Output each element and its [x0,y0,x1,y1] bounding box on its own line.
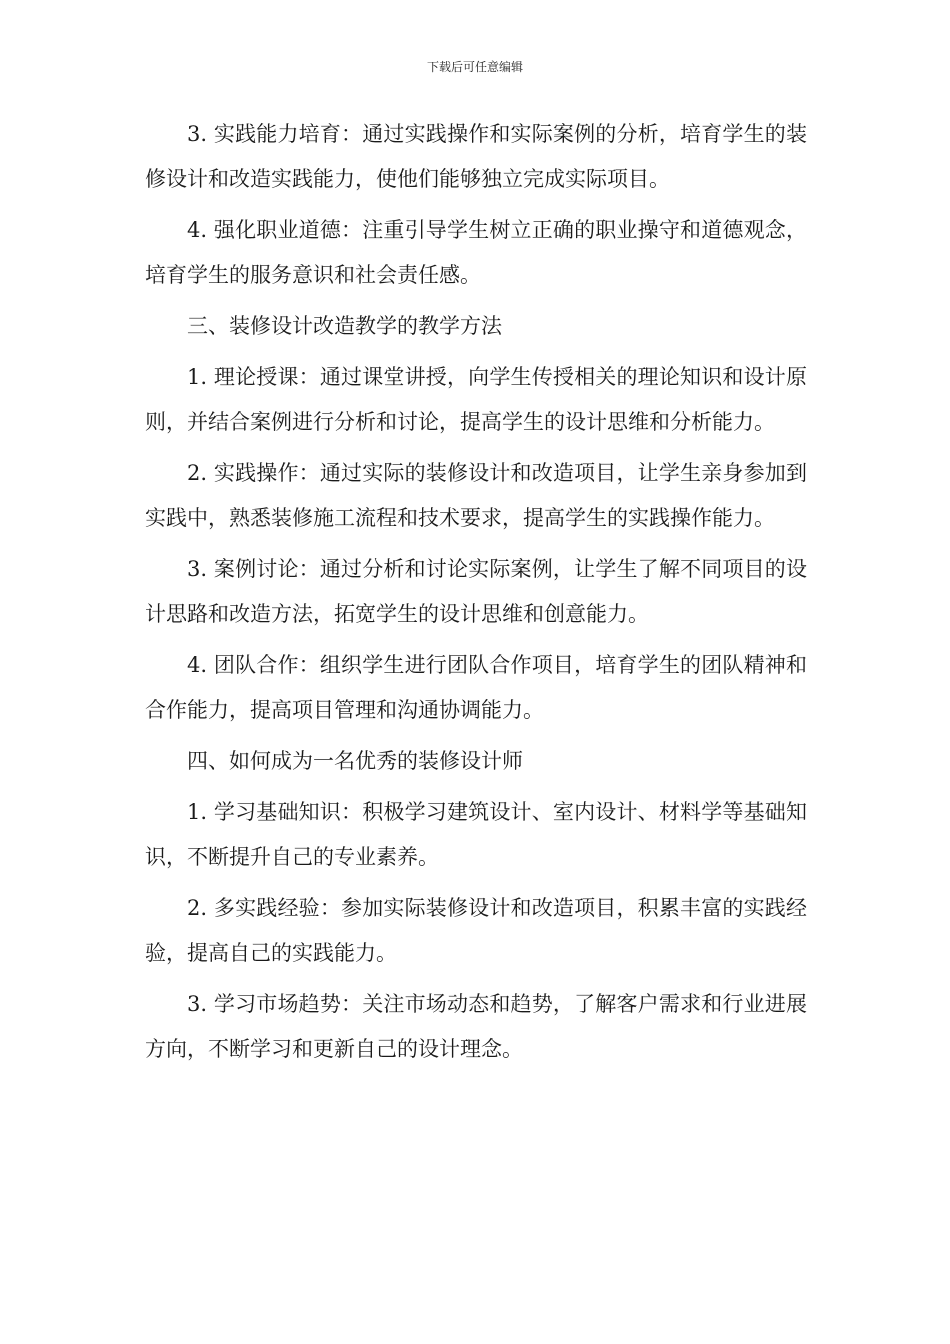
document-body [145,112,807,1078]
section-heading-become-designer: 四、如何成为一名优秀的装修设计师 [187,749,523,773]
paragraph-practice-experience: 2. 多实践经验：参加实际装修设计和改造项目，积累丰富的实践经验，提高自己的实践能力。 [145,896,807,965]
paragraph-basic-knowledge: 1. 学习基础知识：积极学习建筑设计、室内设计、材料学等基础知识，不断提升自己的专业素养。 [145,800,807,869]
page-header-note: 下载后可任意编辑 [426,60,523,74]
paragraph-professional-ethics: 4. 强化职业道德：注重引导学生树立正确的职业操守和道德观念，培育学生的服务意识和社会责任感。 [145,218,807,287]
paragraph-practice-ability: 3. 实践能力培育：通过实践操作和实际案例的分析，培育学生的装修设计和改造实践能力，使他们能够独立完成实际项目。 [145,122,807,191]
paragraph-practical-operation: 2. 实践操作：通过实际的装修设计和改造项目，让学生亲身参加到实践中，熟悉装修施工流程和技术要求，提高学生的实践操作能力。 [145,461,807,530]
paragraph-theory-lectures: 1. 理论授课：通过课堂讲授，向学生传授相关的理论知识和设计原则，并结合案例进行分析和讨论，提高学生的设计思维和分析能力。 [145,365,807,434]
paragraph-case-discussion: 3. 案例讨论：通过分析和讨论实际案例，让学生了解不同项目的设计思路和改造方法，拓宽学生的设计思维和创意能力。 [145,557,807,626]
paragraph-teamwork: 4. 团队合作：组织学生进行团队合作项目，培育学生的团队精神和合作能力，提高项目管理和沟通协调能力。 [145,653,807,722]
section-heading-teaching-methods: 三、装修设计改造教学的教学方法 [187,314,502,338]
paragraph-market-trends: 3. 学习市场趋势：关注市场动态和趋势，了解客户需求和行业进展方向，不断学习和更新自己的设计理念。 [145,992,807,1061]
